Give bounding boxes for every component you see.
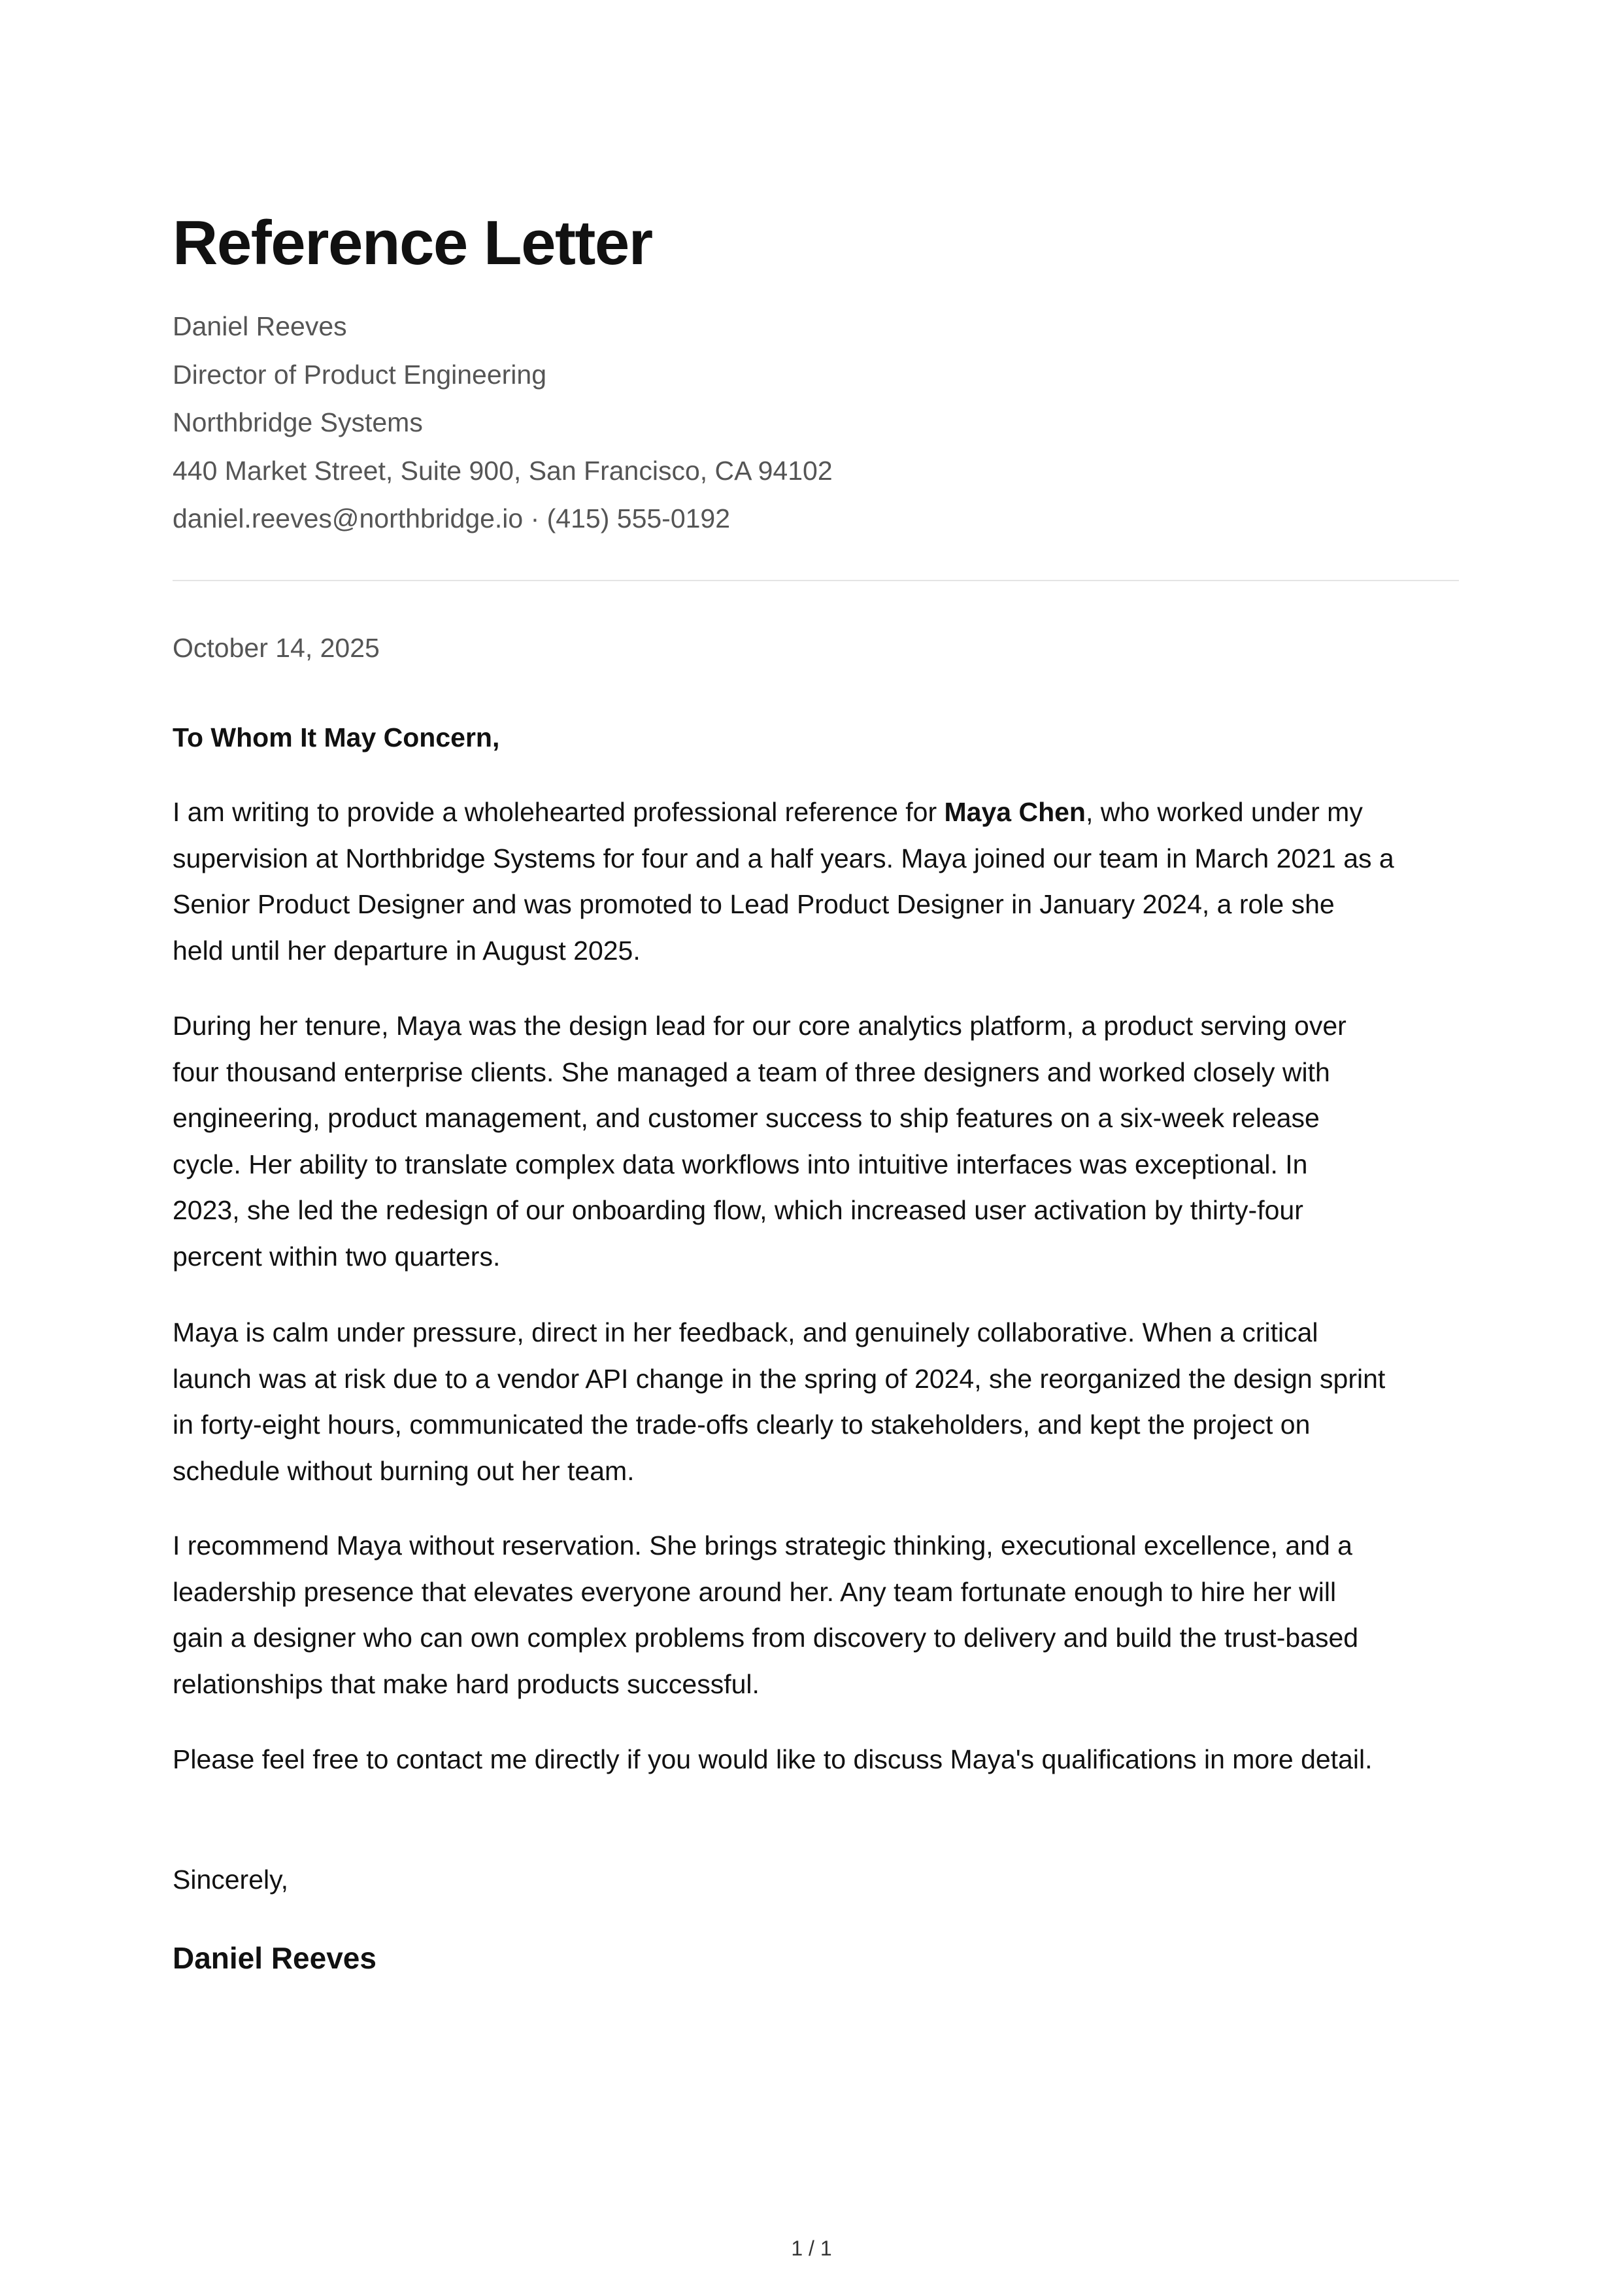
- sender-block: [173, 303, 1459, 543]
- sender-address: 440 Market Street, Suite 900, San Francisco, CA 94102: [173, 455, 833, 486]
- page-indicator: 1 / 1: [791, 2237, 832, 2260]
- paragraph-line: relationships that make hard products successful.: [173, 1668, 760, 1699]
- paragraph-line: engineering, product management, and customer success to ship features on a six-week release: [173, 1103, 1320, 1133]
- paragraph-line: schedule without burning out her team.: [173, 1455, 635, 1486]
- paragraph-text: I am writing to provide a wholehearted professional reference for: [173, 797, 945, 827]
- closing: Sincerely,: [173, 1865, 288, 1895]
- paragraph-line: launch was at risk due to a vendor API change in the spring of 2024, she reorganized the design sprint: [173, 1363, 1386, 1394]
- signature-name: Daniel Reeves: [173, 1941, 376, 1975]
- candidate-name: Maya Chen: [944, 797, 1086, 827]
- salutation: To Whom It May Concern,: [173, 722, 500, 752]
- paragraph-contact: [173, 1736, 1459, 1783]
- paragraph-character: [173, 1309, 1459, 1494]
- paragraph-line: four thousand enterprise clients. She managed a team of three designers and worked closely with: [173, 1056, 1330, 1087]
- paragraph-line: in forty-eight hours, communicated the trade-offs clearly to stakeholders, and kept the project on: [173, 1410, 1311, 1440]
- paragraph-line: Please feel free to contact me directly if you would like to discuss Maya's qualifications in more detail.: [173, 1744, 1373, 1774]
- sender-company: Northbridge Systems: [173, 407, 423, 437]
- paragraph-line: I recommend Maya without reservation. She brings strategic thinking, executional excellence, and a: [173, 1530, 1352, 1561]
- sender-position: Director of Product Engineering: [173, 359, 547, 390]
- paragraph-line: held until her departure in August 2025.: [173, 935, 641, 966]
- paragraph-line: gain a designer who can own complex problems from discovery to delivery and build the trust-based: [173, 1623, 1359, 1653]
- paragraph-line: 2023, she led the redesign of our onboarding flow, which increased user activation by thirty-four: [173, 1195, 1303, 1225]
- sender-contact: daniel.reeves@northbridge.io · (415) 555-0192: [173, 503, 731, 533]
- letter-title: Reference Letter: [173, 208, 652, 278]
- paragraph-line: [173, 789, 1459, 836]
- letter-date: October 14, 2025: [173, 633, 380, 663]
- paragraph-introduction: [173, 789, 1459, 973]
- paragraph-line: Maya is calm under pressure, direct in her feedback, and genuinely collaborative. When a critical: [173, 1317, 1318, 1347]
- paragraph-tenure: [173, 1003, 1459, 1279]
- paragraph-line: leadership presence that elevates everyone around her. Any team fortunate enough to hire her will: [173, 1576, 1337, 1607]
- paragraph-text: , who worked under my: [1085, 797, 1363, 827]
- sender-name: Daniel Reeves: [173, 311, 347, 341]
- paragraph-line: cycle. Her ability to translate complex data workflows into intuitive interfaces was exceptional. In: [173, 1149, 1308, 1179]
- paragraph-line: percent within two quarters.: [173, 1241, 501, 1272]
- paragraph-line: Senior Product Designer and was promoted to Lead Product Designer in January 2024, a role she: [173, 889, 1335, 919]
- paragraph-recommendation: [173, 1523, 1459, 1707]
- header-divider: [173, 580, 1459, 581]
- paragraph-line: supervision at Northbridge Systems for four and a half years. Maya joined our team in March 2021 as a: [173, 843, 1394, 873]
- paragraph-line: During her tenure, Maya was the design lead for our core analytics platform, a product serving over: [173, 1011, 1347, 1041]
